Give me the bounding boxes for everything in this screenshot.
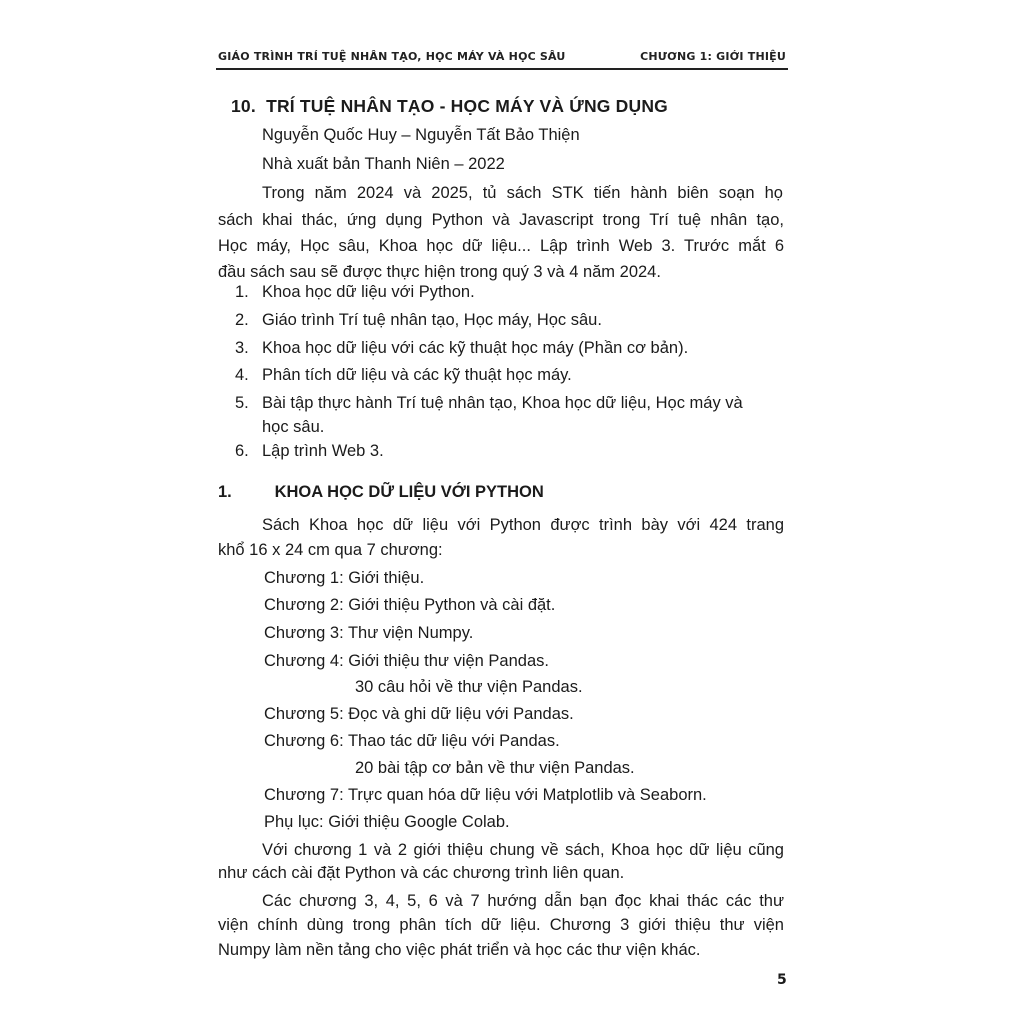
list-item-number: 2. <box>235 311 249 329</box>
list-item <box>235 282 475 302</box>
chapter-subitem: 20 bài tập cơ bản về thư viện Pandas. <box>355 759 635 777</box>
list-item <box>235 365 572 385</box>
page-number: 5 <box>777 972 787 988</box>
section-heading <box>218 482 544 502</box>
entry-authors: Nguyễn Quốc Huy – Nguyễn Tất Bảo Thiện <box>262 126 580 144</box>
chapter-item: Phụ lục: Giới thiệu Google Colab. <box>264 813 510 831</box>
chapter-item: Chương 1: Giới thiệu. <box>264 569 425 587</box>
header-rule <box>216 68 788 70</box>
list-item <box>235 441 384 461</box>
body-line: Với chương 1 và 2 giới thiệu chung về sách, Khoa học dữ liệu cũng <box>262 841 784 859</box>
section-number: 1. <box>218 483 232 501</box>
list-item-number: 5. <box>235 394 249 412</box>
list-item <box>235 338 688 358</box>
entry-publisher: Nhà xuất bản Thanh Niên – 2022 <box>262 155 505 173</box>
intro-line: sách khai thác, ứng dụng Python và Javascript trong Trí tuệ nhân tạo, <box>218 211 784 229</box>
section-intro-line: Sách Khoa học dữ liệu với Python được trình bày với 424 trang <box>262 516 784 534</box>
chapter-item: Chương 5: Đọc và ghi dữ liệu với Pandas. <box>264 705 574 723</box>
list-item <box>235 393 743 413</box>
chapter-item: Chương 6: Thao tác dữ liệu với Pandas. <box>264 732 560 750</box>
body-line: Các chương 3, 4, 5, 6 và 7 hướng dẫn bạn đọc khai thác các thư <box>262 892 784 910</box>
body-line: viện chính dùng trong phân tích dữ liệu. Chương 3 giới thiệu thư viện <box>218 916 784 934</box>
list-item-text: Phân tích dữ liệu và các kỹ thuật học máy. <box>262 366 572 384</box>
book-title-header: GIÁO TRÌNH TRÍ TUỆ NHÂN TẠO, HỌC MÁY VÀ HỌC SÂU <box>218 50 566 63</box>
body-line: như cách cài đặt Python và các chương trình liên quan. <box>218 864 625 882</box>
chapter-item: Chương 4: Giới thiệu thư viện Pandas. <box>264 652 549 670</box>
list-item-number: 3. <box>235 339 249 357</box>
chapter-subitem: 30 câu hỏi về thư viện Pandas. <box>355 678 583 696</box>
list-item-number: 1. <box>235 283 249 301</box>
section-intro-line: khổ 16 x 24 cm qua 7 chương: <box>218 541 443 559</box>
list-item-number: 6. <box>235 442 249 460</box>
chapter-header: CHƯƠNG 1: GIỚI THIỆU <box>640 50 786 63</box>
list-item-text: Giáo trình Trí tuệ nhân tạo, Học máy, Học sâu. <box>262 311 602 329</box>
list-item <box>235 310 602 330</box>
chapter-item: Chương 3: Thư viện Numpy. <box>264 624 474 642</box>
chapter-item: Chương 7: Trực quan hóa dữ liệu với Matplotlib và Seaborn. <box>264 786 707 804</box>
intro-line: Trong năm 2024 và 2025, tủ sách STK tiến hành biên soạn họ <box>262 184 783 202</box>
list-item-continuation: học sâu. <box>262 418 325 436</box>
intro-line: Học máy, Học sâu, Khoa học dữ liệu... Lập trình Web 3. Trước mắt 6 <box>218 237 784 255</box>
section-title: KHOA HỌC DỮ LIỆU VỚI PYTHON <box>274 483 544 501</box>
entry-number: 10. <box>231 96 256 116</box>
intro-line: đầu sách sau sẽ được thực hiện trong quý 3 và 4 năm 2024. <box>218 263 661 281</box>
list-item-text: Bài tập thực hành Trí tuệ nhân tạo, Khoa học dữ liệu, Học máy và <box>262 394 743 412</box>
entry-heading <box>231 96 668 116</box>
list-item-number: 4. <box>235 366 249 384</box>
list-item-text: Khoa học dữ liệu với Python. <box>262 283 475 301</box>
list-item-text: Lập trình Web 3. <box>262 442 384 460</box>
chapter-item: Chương 2: Giới thiệu Python và cài đặt. <box>264 596 556 614</box>
body-line: Numpy làm nền tảng cho việc phát triển và học các thư viện khác. <box>218 941 701 959</box>
entry-title: TRÍ TUỆ NHÂN TẠO - HỌC MÁY VÀ ỨNG DỤNG <box>266 96 668 116</box>
list-item-text: Khoa học dữ liệu với các kỹ thuật học máy (Phần cơ bản). <box>262 339 689 357</box>
